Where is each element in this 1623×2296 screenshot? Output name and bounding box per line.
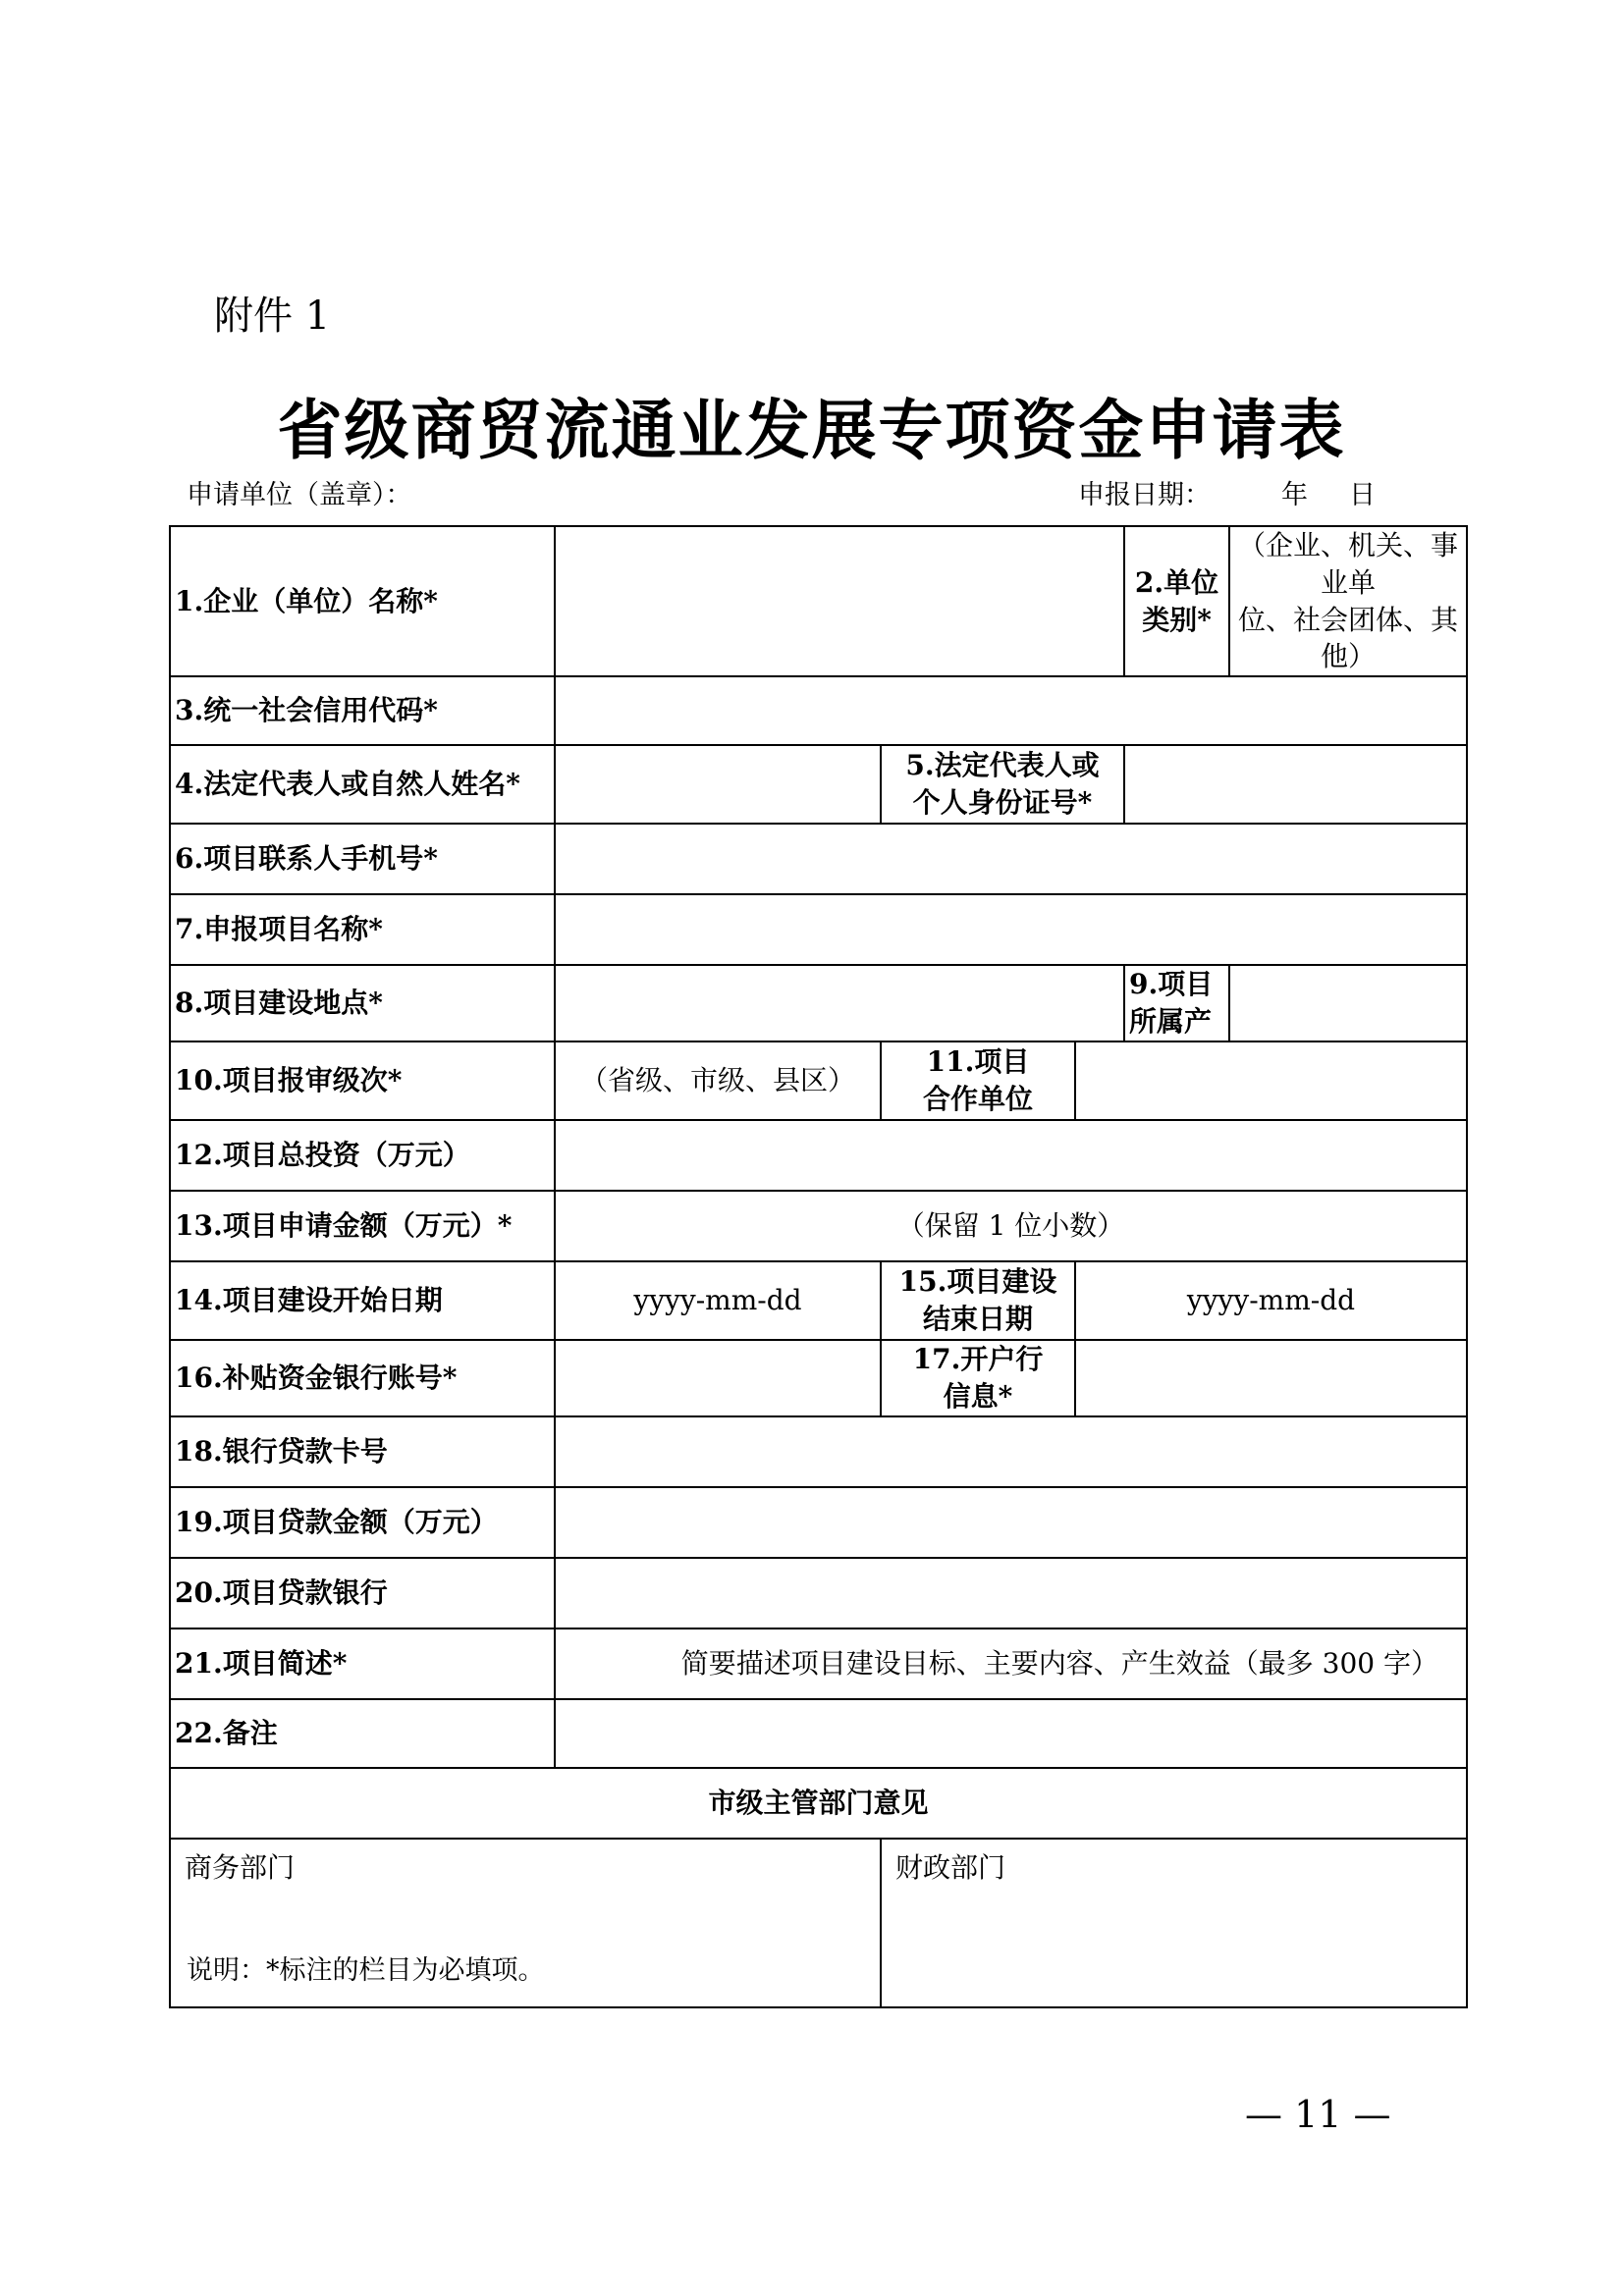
project-location-field[interactable] <box>555 965 1124 1041</box>
opinion-header-row <box>170 1768 1467 1839</box>
loan-card-field[interactable] <box>555 1416 1467 1487</box>
project-summary-hint: 简要描述项目建设目标、主要内容、产生效益（最多 300 字） <box>680 1647 1439 1681</box>
application-form-table <box>169 525 1468 2008</box>
form-row-8 <box>170 965 1467 1041</box>
partner-unit-label: 11.项目 合作单位 <box>881 1041 1075 1120</box>
required-fields-note: 说明：*标注的栏目为必填项。 <box>187 1955 545 1986</box>
form-row-10 <box>170 1041 1467 1120</box>
form-row-4 <box>170 745 1467 824</box>
form-row-18 <box>170 1416 1467 1487</box>
form-row-1 <box>170 526 1467 676</box>
unit-type-field[interactable]: （企业、机关、事业单 位、社会团体、其他） <box>1229 526 1467 676</box>
end-date-label: 15.项目建设 结束日期 <box>881 1261 1075 1340</box>
project-summary-field[interactable] <box>555 1629 1467 1699</box>
report-date-day: 日 <box>1349 480 1376 510</box>
page-number: — 11 — <box>1245 2093 1391 2136</box>
total-investment-label: 12.项目总投资（万元） <box>170 1120 555 1191</box>
enterprise-name-label: 1.企业（单位）名称* <box>170 526 555 676</box>
contact-phone-field[interactable] <box>555 824 1467 894</box>
city-dept-opinion-title: 市级主管部门意见 <box>170 1768 1467 1839</box>
form-row-13 <box>170 1191 1467 1261</box>
form-title: 省级商贸流通业发展专项资金申请表 <box>277 392 1346 468</box>
start-date-field[interactable] <box>555 1261 881 1340</box>
requested-amount-hint: （保留 1 位小数） <box>896 1209 1125 1243</box>
bank-info-label: 17.开户行 信息* <box>881 1340 1075 1416</box>
report-date-year: 年 <box>1281 480 1308 510</box>
form-row-7 <box>170 894 1467 965</box>
loan-bank-field[interactable] <box>555 1558 1467 1629</box>
form-row-19 <box>170 1487 1467 1558</box>
finance-dept-label: 财政部门 <box>895 1851 1006 1885</box>
loan-amount-label: 19.项目贷款金额（万元） <box>170 1487 555 1558</box>
end-date-hint: yyyy-mm-dd <box>1186 1284 1356 1317</box>
enterprise-name-field[interactable] <box>555 526 1124 676</box>
form-row-21 <box>170 1629 1467 1699</box>
legal-rep-id-label: 5.法定代表人或 个人身份证号* <box>881 745 1124 824</box>
requested-amount-field[interactable] <box>555 1191 1467 1261</box>
approval-level-hint: （省级、市级、县区） <box>579 1064 855 1097</box>
loan-bank-label: 20.项目贷款银行 <box>170 1558 555 1629</box>
form-row-6 <box>170 824 1467 894</box>
remarks-label: 22.备注 <box>170 1699 555 1768</box>
project-location-label: 8.项目建设地点* <box>170 965 555 1041</box>
form-row-12 <box>170 1120 1467 1191</box>
end-date-field[interactable] <box>1075 1261 1467 1340</box>
form-row-16 <box>170 1340 1467 1416</box>
applicant-unit-label: 申请单位（盖章）： <box>187 480 412 510</box>
contact-phone-label: 6.项目联系人手机号* <box>170 824 555 894</box>
commerce-dept-label: 商务部门 <box>185 1851 296 1885</box>
credit-code-label: 3.统一社会信用代码* <box>170 676 555 745</box>
report-date-label: 申报日期： <box>1078 480 1211 510</box>
project-name-field[interactable] <box>555 894 1467 965</box>
attachment-label: 附件 1 <box>214 294 331 339</box>
project-name-label: 7.申报项目名称* <box>170 894 555 965</box>
form-row-3 <box>170 676 1467 745</box>
finance-dept-opinion-field[interactable] <box>881 1839 1467 2007</box>
project-industry-field[interactable] <box>1229 965 1467 1041</box>
unit-type-hint: （企业、机关、事业单 <box>1238 529 1459 599</box>
credit-code-field[interactable] <box>555 676 1467 745</box>
bank-account-label: 16.补贴资金银行账号* <box>170 1340 555 1416</box>
requested-amount-label: 13.项目申请金额（万元）* <box>170 1191 555 1261</box>
bank-info-field[interactable] <box>1075 1340 1467 1416</box>
loan-card-label: 18.银行贷款卡号 <box>170 1416 555 1487</box>
bank-account-field[interactable] <box>555 1340 881 1416</box>
form-row-22 <box>170 1699 1467 1768</box>
project-summary-label: 21.项目简述* <box>170 1629 555 1699</box>
form-row-20 <box>170 1558 1467 1629</box>
loan-amount-field[interactable] <box>555 1487 1467 1558</box>
legal-rep-id-field[interactable] <box>1124 745 1467 824</box>
remarks-field[interactable] <box>555 1699 1467 1768</box>
legal-rep-name-label: 4.法定代表人或自然人姓名* <box>170 745 555 824</box>
partner-unit-field[interactable] <box>1075 1041 1467 1120</box>
start-date-label: 14.项目建设开始日期 <box>170 1261 555 1340</box>
start-date-hint: yyyy-mm-dd <box>633 1284 802 1317</box>
unit-type-label: 2.单位 类别* <box>1124 526 1229 676</box>
project-industry-label: 9.项目 所属产 <box>1124 965 1229 1041</box>
report-date <box>1078 473 1376 511</box>
total-investment-field[interactable] <box>555 1120 1467 1191</box>
approval-level-field[interactable] <box>555 1041 881 1120</box>
form-row-14 <box>170 1261 1467 1340</box>
legal-rep-name-field[interactable] <box>555 745 881 824</box>
approval-level-label: 10.项目报审级次* <box>170 1041 555 1120</box>
